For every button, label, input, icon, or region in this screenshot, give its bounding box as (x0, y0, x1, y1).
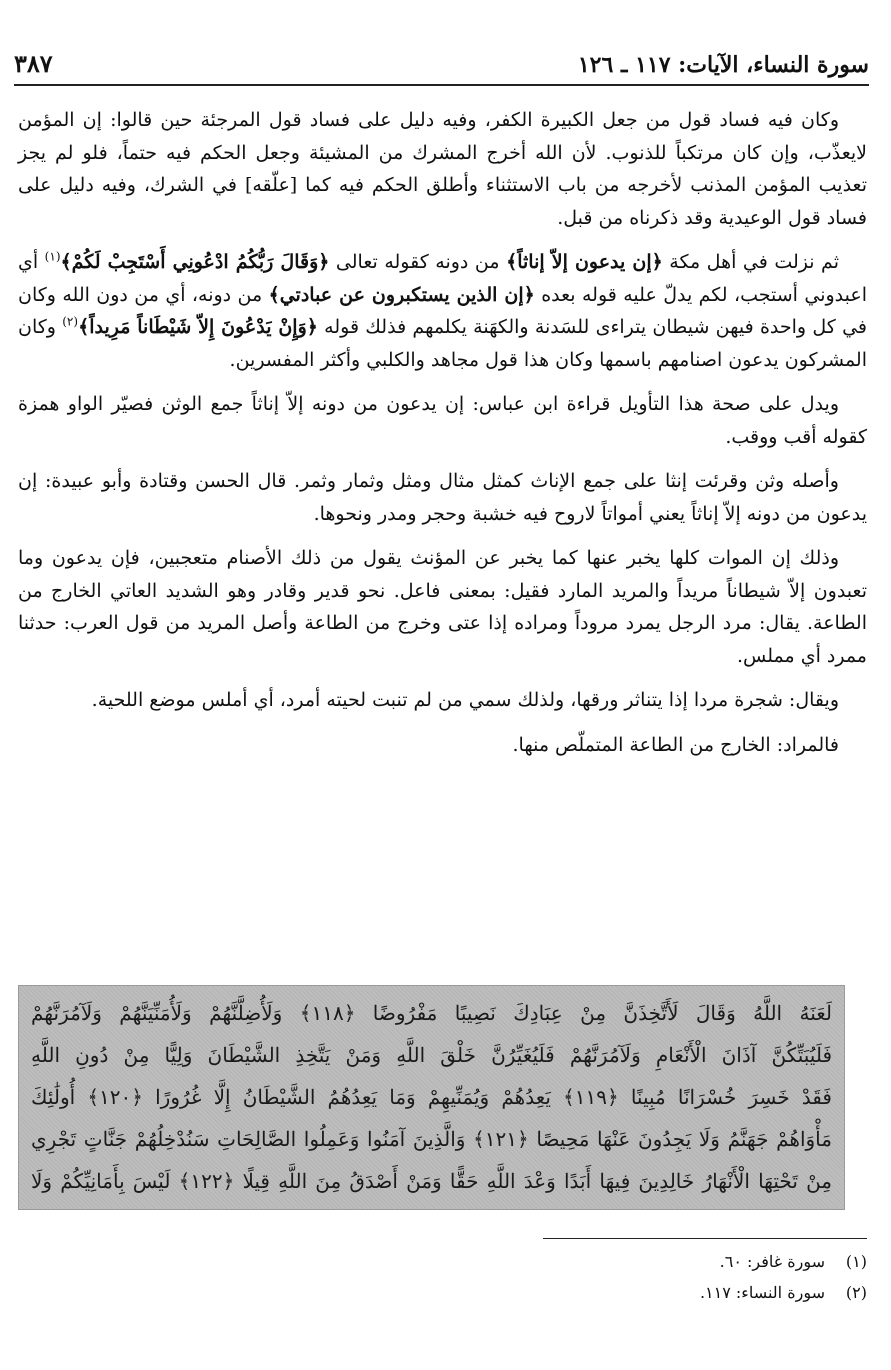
paragraph-4: وأصله وثن وقرئت إنثا على جمع الإناث كمثل مثال ومثل وثمار وثمر. قال الحسن وقتادة وأبو عبيدة: إن يدعون من دونه إلاّ إناثاً يعني أمواتاً لاروح فيه خشبة وحجر ومدر ونحوها. (18, 470, 867, 525)
footnotes (367, 1246, 867, 1308)
footnote-text: سورة غافر: ٦٠. (719, 1252, 825, 1271)
quran-quote: ﴿وَقَالَ رَبُّكُمُ ادْعُونِي أَسْتَجِبْ لَكُمْ﴾ (60, 251, 330, 273)
text-span: وكان المشركون يدعون اصنامهم باسمها وكان هذا قول مجاهد والكلبي وأكثر المفسرين. (18, 316, 867, 371)
text-span: من دونه، أي من دون الله وكان في كل واحدة فيهن شيطان يتراءى للسَدنة والكهَنة يكلمهم فذلك قوله (18, 283, 867, 338)
footnote (367, 1277, 867, 1308)
quran-verse-box (18, 985, 845, 1210)
page-number: ٣٨٧ (14, 49, 53, 78)
footnote-number: (٢) (845, 1283, 867, 1302)
text-span: أي اعبدوني أستجب، لكم يدلّ عليه قوله بعده (18, 251, 867, 306)
quran-quote: ﴿وَإِنْ يَدْعُونَ إِلاّ شَيْطَاناً مَرِيداً﴾ (78, 316, 318, 338)
footnote-divider (543, 1238, 867, 1239)
quran-quote: ﴿إن الذين يستكبرون عن عبادتي﴾ (268, 283, 535, 306)
paragraph-7: فالمراد: الخارج من الطاعة المتملّص منها. (512, 733, 839, 756)
verse-line: مِنْ تَحْتِهَا الْأَنْهَارُ خَالِدِينَ فِيهَا أَبَدًا وَعْدَ اللَّهِ حَقًّا وَمَنْ أَصْدَقُ مِنَ اللَّهِ قِيلًا ﴿١٢٢﴾ لَيْسَ بِأَمَانِيِّكُمْ وَلَا (31, 1169, 832, 1193)
footnote-marker: (١) (44, 249, 61, 264)
footnote-number: (١) (845, 1252, 867, 1271)
running-title: سورة النساء، الآيات: ١١٧ ـ ١٢٦ (577, 52, 869, 78)
text-span: من دونه كقوله تعالى (329, 251, 507, 273)
quran-quote: ﴿إن يدعون إلاّ إناثاً﴾ (506, 251, 663, 273)
paragraph-5: وذلك إن الموات كلها يخبر عنها كما يخبر عن المؤنث يقول من ذلك الأصنام متعجبين، فإن يدعون وما تعبدون إلاّ شيطاناً مريداً والمريد المارد فقيل: بمعنى فاعل. نحو قدير وقادر وهو الشديد العاتي الخارج من الطاعة. يقال: مرد الرجل يمرد مروداً ومراده إذا عتى وخرج من الطاعة وأصل المريد من قول العرب: حدثنا ممرد أي مملس. (18, 547, 867, 667)
page-header (14, 40, 869, 86)
paragraph-1: وكان فيه فساد قول من جعل الكبيرة الكفر، وفيه دليل على فساد قول المرجئة حين قالوا: إن المؤمن لايعذّب، وإن كان مرتكباً للذنوب. لأن الله أخرج المشرك من المشيئة وجعل الحكم فيه حتماً، فلو لم يجز تعذيب المؤمن المذنب لأخرجه من باب الاستثناء وأطلق الحكم فيه كما [علّقه] في الشرك، وفيه دليل على فساد قول الوعيدية وقد ذكرناه من قبل. (18, 109, 867, 229)
footnote (367, 1246, 867, 1277)
paragraph-2 (18, 246, 867, 376)
text-span: ثم نزلت في أهل مكة (662, 251, 839, 273)
footnote-text: سورة النساء: ١١٧. (699, 1283, 825, 1302)
verse-line: فَقَدْ خَسِرَ خُسْرَانًا مُبِينًا ﴿١١٩﴾ يَعِدُهُمْ وَيُمَنِّيهِمْ وَمَا يَعِدُهُمُ الشَّيْطَانُ إِلَّا غُرُورًا ﴿١٢٠﴾ أُولَٰئِكَ (31, 1085, 832, 1109)
verse-line: مَأْوَاهُمْ جَهَنَّمُ وَلَا يَجِدُونَ عَنْهَا مَحِيصًا ﴿١٢١﴾ وَالَّذِينَ آمَنُوا وَعَمِلُوا الصَّالِحَاتِ سَنُدْخِلُهُمْ جَنَّاتٍ تَجْرِي (31, 1127, 832, 1151)
paragraph-3: ويدل على صحة هذا التأويل قراءة ابن عباس: إن يدعون من دونه إلاّ إناثاً جمع الوثن فصيّر الواو همزة كقوله أقب ووقب. (18, 393, 867, 448)
paragraph-6: ويقال: شجرة مردا إذا يتناثر ورقها، ولذلك سمي من لم تنبت لحيته أمرد، أي أملس موضع اللحية. (91, 689, 839, 711)
verse-line: فَلَيُبَتِّكُنَّ آذَانَ الْأَنْعَامِ وَلَآمُرَنَّهُمْ فَلَيُغَيِّرُنَّ خَلْقَ اللَّهِ وَمَنْ يَتَّخِذِ الشَّيْطَانَ وَلِيًّا مِنْ دُونِ اللَّهِ (31, 1043, 832, 1067)
verse-line: لَعَنَهُ اللَّهُ وَقَالَ لَأَتَّخِذَنَّ مِنْ عِبَادِكَ نَصِيبًا مَفْرُوضًا ﴿١١٨﴾ وَلَأُضِلَّنَّهُمْ وَلَأُمَنِّيَنَّهُمْ وَلَآمُرَنَّهُمْ (31, 1001, 832, 1025)
main-text (18, 104, 867, 773)
footnote-marker: (٢) (62, 314, 79, 329)
